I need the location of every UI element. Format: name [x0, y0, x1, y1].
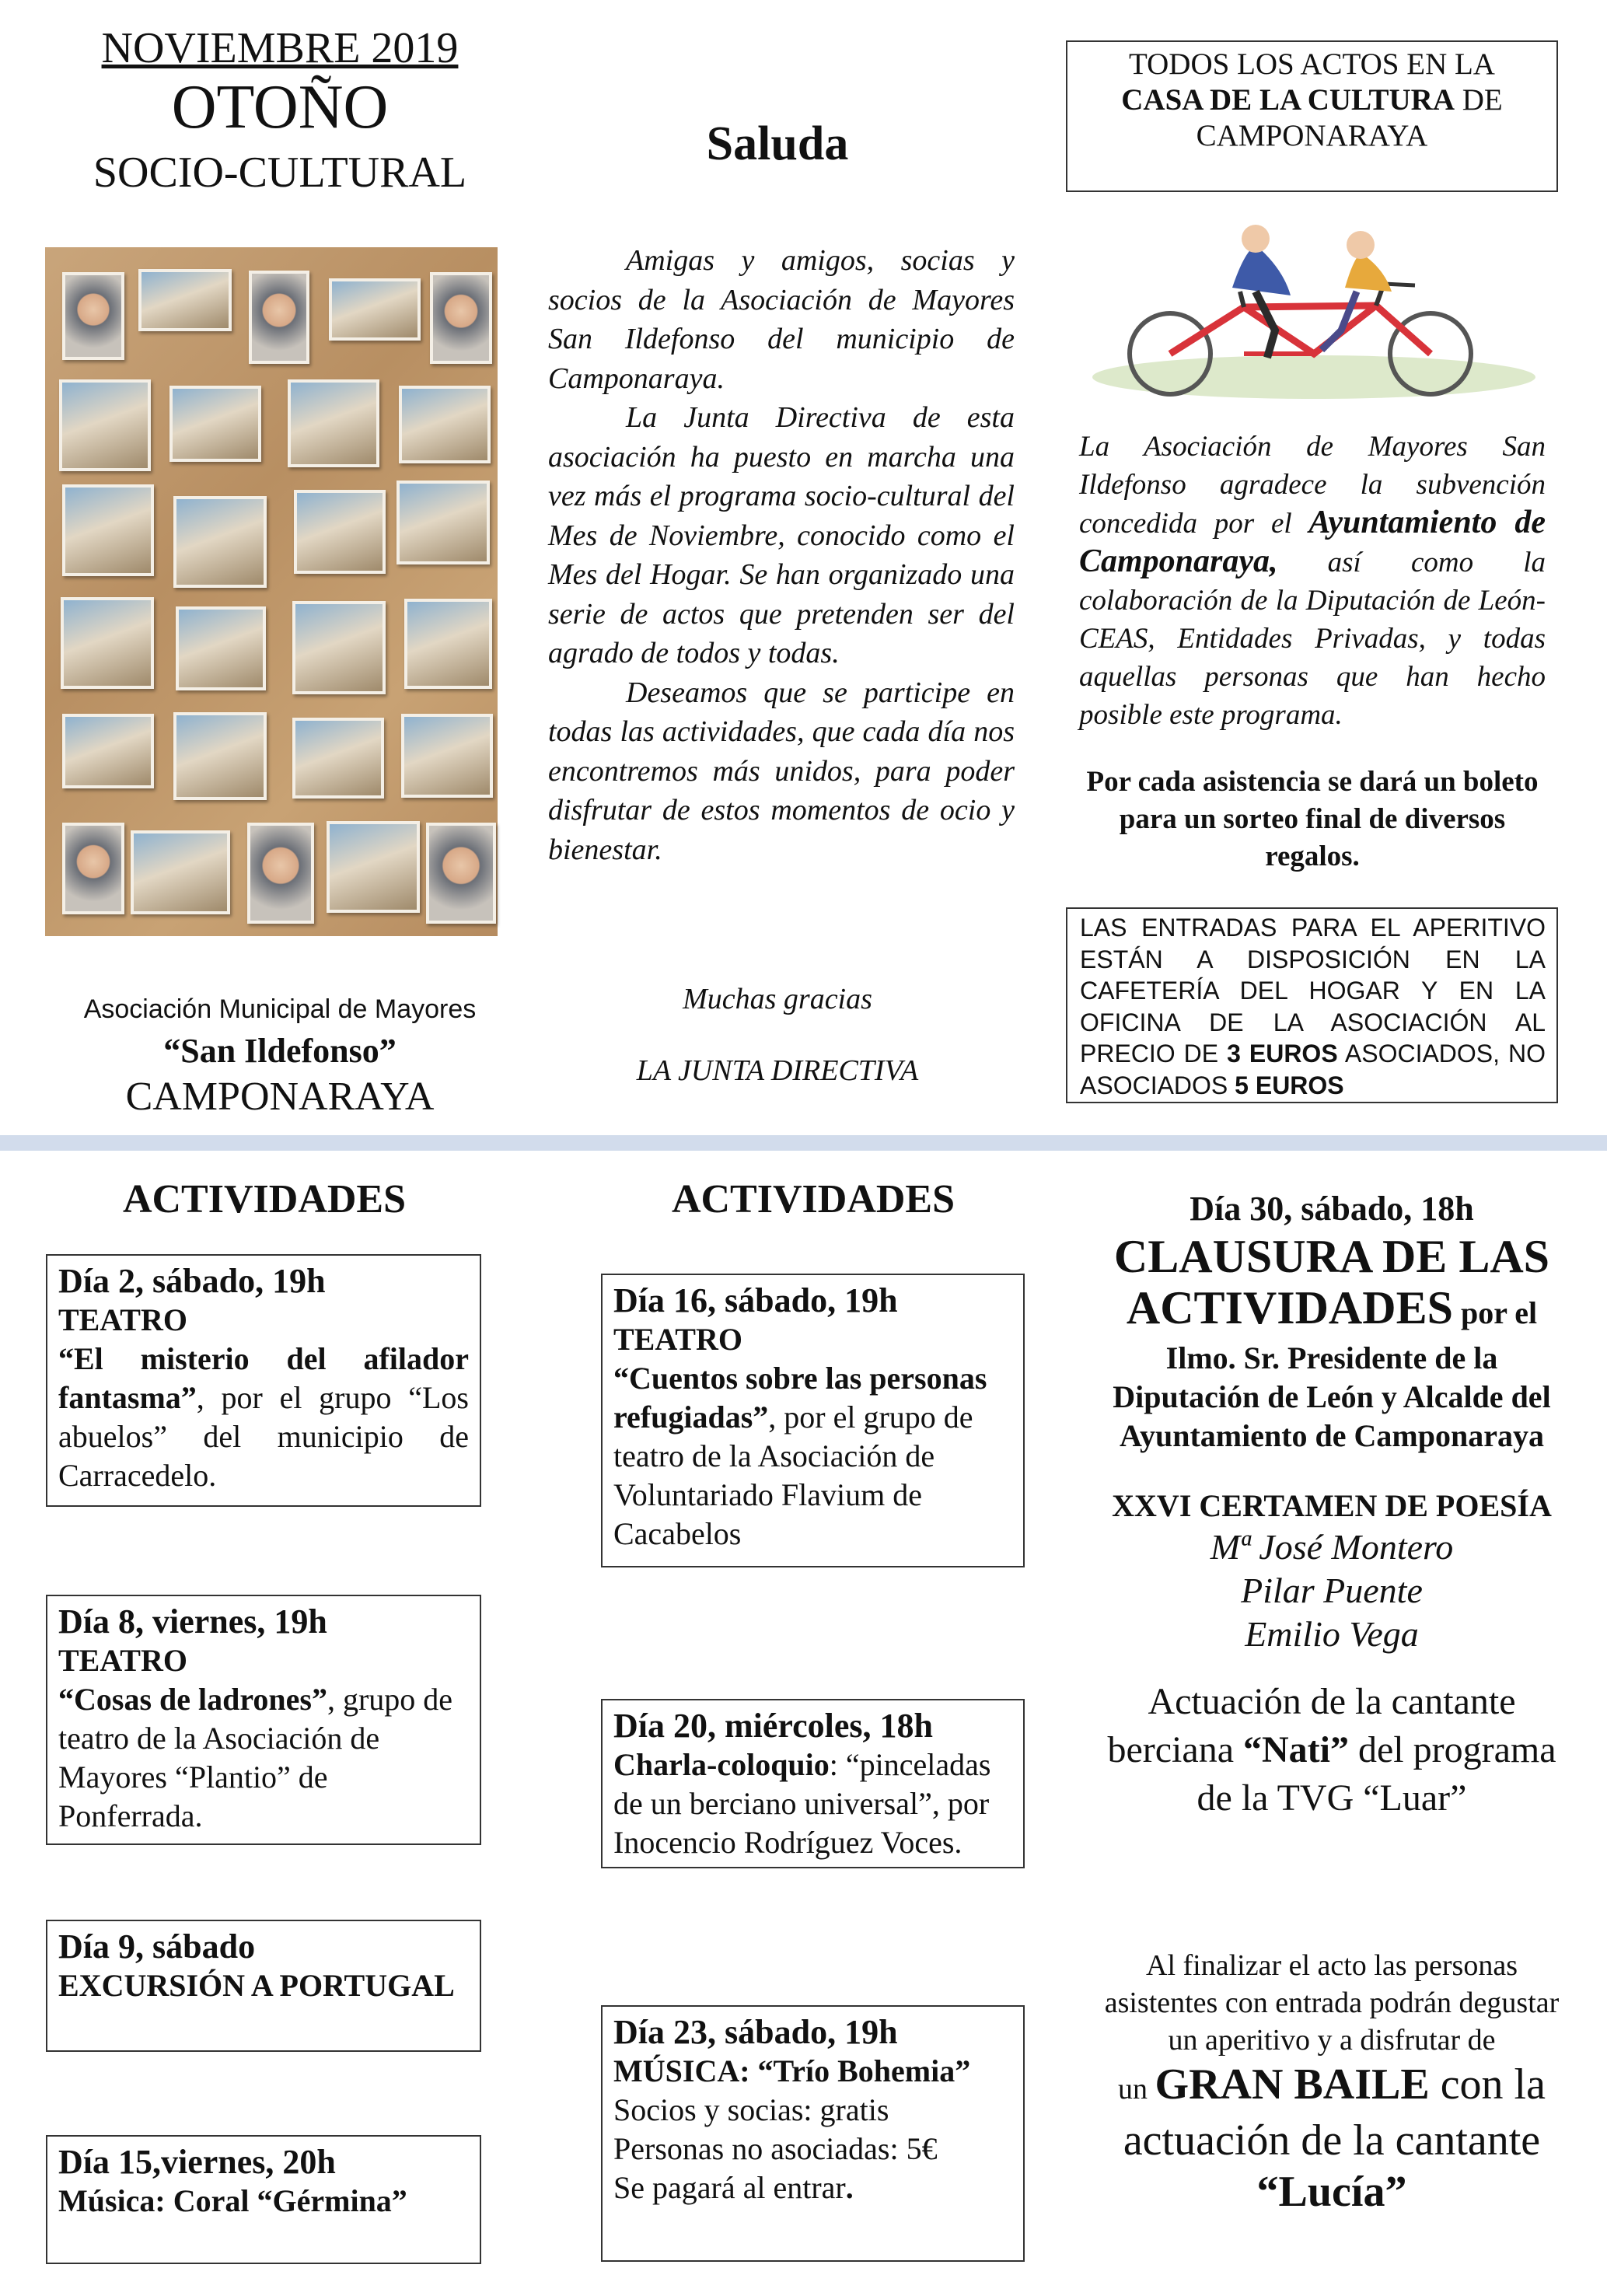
saluda-paragraph: Amigas y amigos, socias y socios de la Asociación de Mayores San Ildefonso del municipio de Camponaraya.: [548, 244, 1015, 395]
event-payment-period: .: [845, 2170, 854, 2205]
tandem-bike-illustration: [1088, 222, 1539, 400]
collage-photo: [61, 597, 154, 689]
event-detail: : “pinceladas de un berciano universal”, por Inocencio Rodríguez Voces.: [613, 1747, 991, 1860]
tickets-text: LAS ENTRADAS PARA EL APERITIVO ESTÁN A DISPOSICIÓN EN LA CAFETERÍA DEL HOGAR Y EN LA OFICINA DE LA ASOCIACIÓN AL PRECIO DE: [1080, 914, 1546, 1068]
final-dance-text: [1087, 1947, 1577, 2217]
collage-photo: [401, 714, 493, 798]
event-payment-note: [613, 2168, 1012, 2207]
venue-line-3: CAMPONARAYA: [1196, 119, 1428, 152]
singer-nati-text: [1087, 1678, 1577, 1822]
poet-name: Mª José Montero: [1210, 1527, 1454, 1567]
tickets-text: ASOCIADOS, NO ASOCIADOS: [1080, 1040, 1546, 1099]
collage-photo: [430, 272, 492, 364]
event-date: Día 23, sábado, 19h: [613, 2013, 898, 2051]
collage-photo: [59, 379, 151, 471]
venue-line-1: TODOS LOS ACTOS EN LA: [1129, 47, 1495, 81]
tickets-price-members: 3 EUROS: [1227, 1040, 1338, 1068]
event-date: Día 15,viernes, 20h: [58, 2143, 336, 2181]
event-description: [58, 1680, 469, 1836]
section-divider: [0, 1135, 1607, 1151]
event-date: Día 9, sábado: [58, 1927, 256, 1966]
collage-photo: [327, 821, 420, 913]
closing-title-por: por el: [1452, 1295, 1538, 1330]
closing-presenter-line: Ilmo. Sr. Presidente de la: [1165, 1340, 1498, 1375]
collage-photo: [62, 714, 154, 788]
closing-title: [1087, 1231, 1577, 1339]
event-card: [46, 1595, 481, 1845]
final-singer-name: “Lucía”: [1256, 2168, 1407, 2216]
closing-date: Día 30, sábado, 18h: [1190, 1190, 1474, 1228]
event-kind: Música: Coral “Gérmina”: [58, 2183, 407, 2218]
event-price-members: Socios y socias: gratis: [613, 2092, 889, 2127]
event-title: “El misterio del afilador fantasma”: [58, 1341, 469, 1415]
event-title: Charla-coloquio: [613, 1747, 830, 1782]
final-dance-line: [1118, 2060, 1546, 2165]
final-dance-un: un: [1118, 2073, 1155, 2106]
collage-photo: [288, 379, 379, 467]
closing-title-word: ACTIVIDADES: [1126, 1282, 1453, 1333]
event-card: [46, 2135, 481, 2264]
collage-photo: [62, 272, 124, 360]
event-card: [46, 1254, 481, 1507]
saluda-thanks: Muchas gracias: [683, 983, 872, 1015]
collage-photo: [399, 386, 491, 463]
saluda-signature: LA JUNTA DIRECTIVA: [636, 1054, 919, 1087]
collage-photo: [131, 830, 230, 914]
photo-collage: [45, 247, 498, 936]
collage-photo: [176, 606, 266, 690]
tickets-box: [1066, 907, 1558, 1103]
event-kind: MÚSICA: “Trío Bohemia”: [613, 2053, 971, 2088]
final-dance-rest: con la actuación de la cantante: [1123, 2060, 1546, 2165]
closing-title-line-1: CLAUSURA DE LAS: [1113, 1231, 1550, 1282]
header-title: OTOÑO: [171, 73, 389, 142]
singer-nati-program: del programa de la TVG “Luar”: [1197, 1729, 1556, 1819]
association-label: Asociación Municipal de Mayores: [83, 994, 477, 1024]
closing-title-line-2: [1087, 1282, 1577, 1339]
acknowledgement-text: [1079, 428, 1546, 734]
final-dance-intro: Al finalizar el acto las personas asistentes con entrada podrán degustar un aperitivo y a disfrutar de: [1104, 1949, 1560, 2057]
final-dance-highlight: GRAN BAILE: [1155, 2060, 1430, 2109]
event-date: Día 2, sábado, 19h: [58, 1262, 326, 1300]
event-card: [46, 1920, 481, 2052]
collage-photo: [329, 278, 421, 341]
raffle-notice: Por cada asistencia se dará un boleto para un sorteo final de diversos regalos.: [1086, 766, 1539, 872]
association-town: CAMPONARAYA: [125, 1075, 435, 1119]
collage-photo: [138, 269, 232, 331]
event-date: Día 20, miércoles, 18h: [613, 1707, 934, 1745]
event-kind: EXCURSIÓN A PORTUGAL: [58, 1968, 455, 2003]
closing-presenter: [1087, 1339, 1577, 1456]
event-price-non-members: Personas no asociadas: 5€: [613, 2131, 938, 2166]
event-kind: TEATRO: [58, 1302, 187, 1337]
event-card: [601, 1274, 1025, 1567]
event-kind: TEATRO: [58, 1643, 187, 1678]
collage-photo: [292, 718, 384, 799]
collage-photo: [247, 823, 314, 924]
header-subtitle: SOCIO-CULTURAL: [93, 149, 467, 197]
acknowledgement-part-1: La Asociación de Mayores San Ildefonso agradece la subvención concedida por el: [1079, 431, 1546, 540]
collage-photo: [62, 823, 124, 914]
event-payment-text: Se pagará al entrar: [613, 2170, 846, 2205]
collage-photo: [397, 481, 490, 564]
event-card: [601, 2005, 1025, 2262]
event-description: [613, 1746, 1012, 1862]
closing-presenter-line: Diputación de León y Alcalde del: [1113, 1379, 1551, 1414]
saluda-paragraph: La Junta Directiva de esta asociación ha puesto en marcha una vez más el programa socio-cultural del Mes de Noviembre, conocido como el Mes del Hogar. Se han organizado una serie de actos que pretenden ser del agrado de todos y todas.: [548, 401, 1015, 669]
event-detail: , por el grupo de teatro de la Asociación de Voluntariado Flavium de Cacabelos: [613, 1400, 973, 1551]
singer-nati-name: “Nati”: [1243, 1729, 1349, 1770]
collage-photo: [169, 386, 261, 462]
event-date: Día 8, viernes, 19h: [58, 1602, 327, 1641]
singer-nati-intro: Actuación de la cantante berciana: [1107, 1681, 1516, 1770]
poet-name: Pilar Puente: [1241, 1571, 1423, 1610]
closing-section: [1087, 1187, 1577, 2217]
event-title: “Cosas de ladrones”: [58, 1682, 327, 1717]
event-kind: TEATRO: [613, 1322, 742, 1357]
collage-photo: [292, 601, 386, 694]
collage-photo: [294, 490, 386, 574]
activities-heading: ACTIVIDADES: [671, 1177, 955, 1221]
activities-heading: ACTIVIDADES: [122, 1177, 407, 1221]
collage-photo: [249, 271, 309, 364]
venue-line-2-rest: DE: [1455, 83, 1503, 117]
saluda-text: [548, 241, 1015, 869]
event-description: [613, 1359, 1012, 1553]
saluda-paragraph: Deseamos que se participe en todas las actividades, que cada día nos encontremos más unidos, para poder disfrutar de estos momentos de ocio y bienestar.: [548, 676, 1015, 866]
collage-photo: [62, 484, 154, 576]
acknowledgement-council: Ayuntamiento de Camponaraya,: [1079, 505, 1546, 579]
collage-photo: [173, 712, 267, 800]
venue-box: [1066, 40, 1558, 192]
event-date: Día 16, sábado, 19h: [613, 1281, 898, 1319]
poet-name: Emilio Vega: [1245, 1614, 1419, 1654]
event-description: [58, 1340, 469, 1495]
collage-photo: [426, 823, 496, 924]
poetry-contest-title: XXVI CERTAMEN DE POESÍA: [1112, 1488, 1552, 1523]
tickets-price-non-members: 5 EUROS: [1235, 1071, 1344, 1099]
acknowledgement-part-2: así como la colaboración de la Diputación de León-CEAS, Entidades Privadas, y todas aquellas personas que han hecho posible este programa.: [1079, 547, 1546, 731]
saluda-title: Saluda: [706, 117, 849, 170]
event-card: [601, 1699, 1025, 1868]
association-name: “San Ildefonso”: [163, 1032, 397, 1070]
event-detail: , grupo de teatro de la Asociación de Mayores “Plantio” de Ponferrada.: [58, 1682, 453, 1833]
collage-photo: [404, 599, 492, 689]
closing-presenter-line: Ayuntamiento de Camponaraya: [1120, 1418, 1544, 1453]
event-detail: , por el grupo “Los abuelos” del municipio de Carracedelo.: [58, 1380, 469, 1493]
venue-line-2: [1067, 82, 1556, 118]
event-title: “Cuentos sobre las personas refugiadas”: [613, 1361, 987, 1435]
venue-name: CASA DE LA CULTURA: [1121, 83, 1455, 117]
collage-photo: [173, 496, 267, 588]
header-month: NOVIEMBRE 2019: [101, 24, 459, 72]
